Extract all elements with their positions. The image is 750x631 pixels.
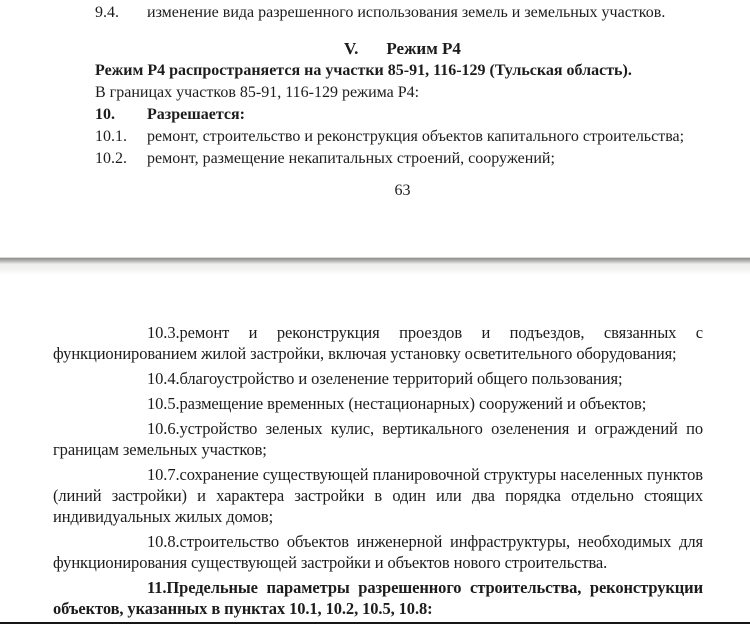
item-number: 10.3. [147, 323, 180, 342]
item-text: устройство зеленых кулис, вертикального озеленения и ограждений по границам земельных участков; [53, 419, 703, 459]
regime-scope-paragraph: Режим Р4 распространяется на участки 85-91, 116-129 (Тульская область). [95, 62, 632, 79]
list-item-10-3 [53, 322, 703, 364]
list-item-10-1 [95, 126, 710, 148]
page-number: 63 [394, 182, 411, 199]
page-1 [0, 0, 750, 257]
item-text: благоустройство и озеленение территорий общего пользования; [179, 369, 623, 388]
item-number: 10.1. [95, 128, 127, 145]
page-separator [0, 257, 750, 274]
page-2 [0, 274, 750, 631]
section-heading [95, 38, 710, 60]
section-number: V. [344, 39, 359, 58]
item-text: ремонт, строительство и реконструкция объектов капитального строительства; [147, 128, 685, 145]
item-number: 10.7. [147, 465, 180, 484]
item-number: 10. [95, 106, 115, 123]
list-item-10-7 [53, 464, 703, 527]
list-item-10 [95, 104, 710, 126]
list-item-10-5 [53, 393, 703, 414]
item-text: ремонт, размещение некапитальных строений, сооружений; [147, 150, 555, 167]
list-item-9-4 [95, 2, 710, 24]
item-number: 10.2. [95, 150, 127, 167]
item-text: ремонт и реконструкция проездов и подъездов, связанных с функционированием жилой застройки, включая установку осветительного оборудования; [53, 323, 703, 363]
list-item-10-8 [53, 531, 703, 573]
item-number: 11. [147, 578, 167, 597]
item-text: размещение временных (нестационарных) сооружений и объектов; [179, 394, 647, 413]
item-text: изменение вида разрешенного использования земель и земельных участков. [147, 4, 666, 21]
list-item-10-6 [53, 418, 703, 460]
list-item-10-2 [95, 148, 710, 170]
list-item-10-4 [53, 368, 703, 389]
item-number: 10.5. [147, 394, 180, 413]
item-text: сохранение существующей планировочной структуры населенных пунктов (линий застройки) и характера застройки в один или два порядка отдельно стоящих индивидуальных жилых домов; [53, 465, 703, 526]
section-title: Режим Р4 [386, 39, 461, 58]
item-number: 10.8. [147, 532, 180, 551]
item-text: строительство объектов инженерной инфраструктуры, необходимых для функционирования существующей застройки и объектов нового строительства. [53, 532, 703, 572]
table-top-border [0, 622, 750, 624]
item-number: 10.4. [147, 369, 180, 388]
list-item-11 [53, 577, 703, 619]
item-number: 9.4. [95, 4, 119, 21]
item-number: 10.6. [147, 419, 180, 438]
regime-boundaries-line: В границах участков 85-91, 116-129 режима Р4: [95, 84, 420, 101]
item-text: Разрешается: [147, 106, 245, 123]
item-text: Предельные параметры разрешенного строительства, реконструкции объектов, указанных в пунктах 10.1, 10.2, 10.5, 10.8: [53, 578, 703, 618]
